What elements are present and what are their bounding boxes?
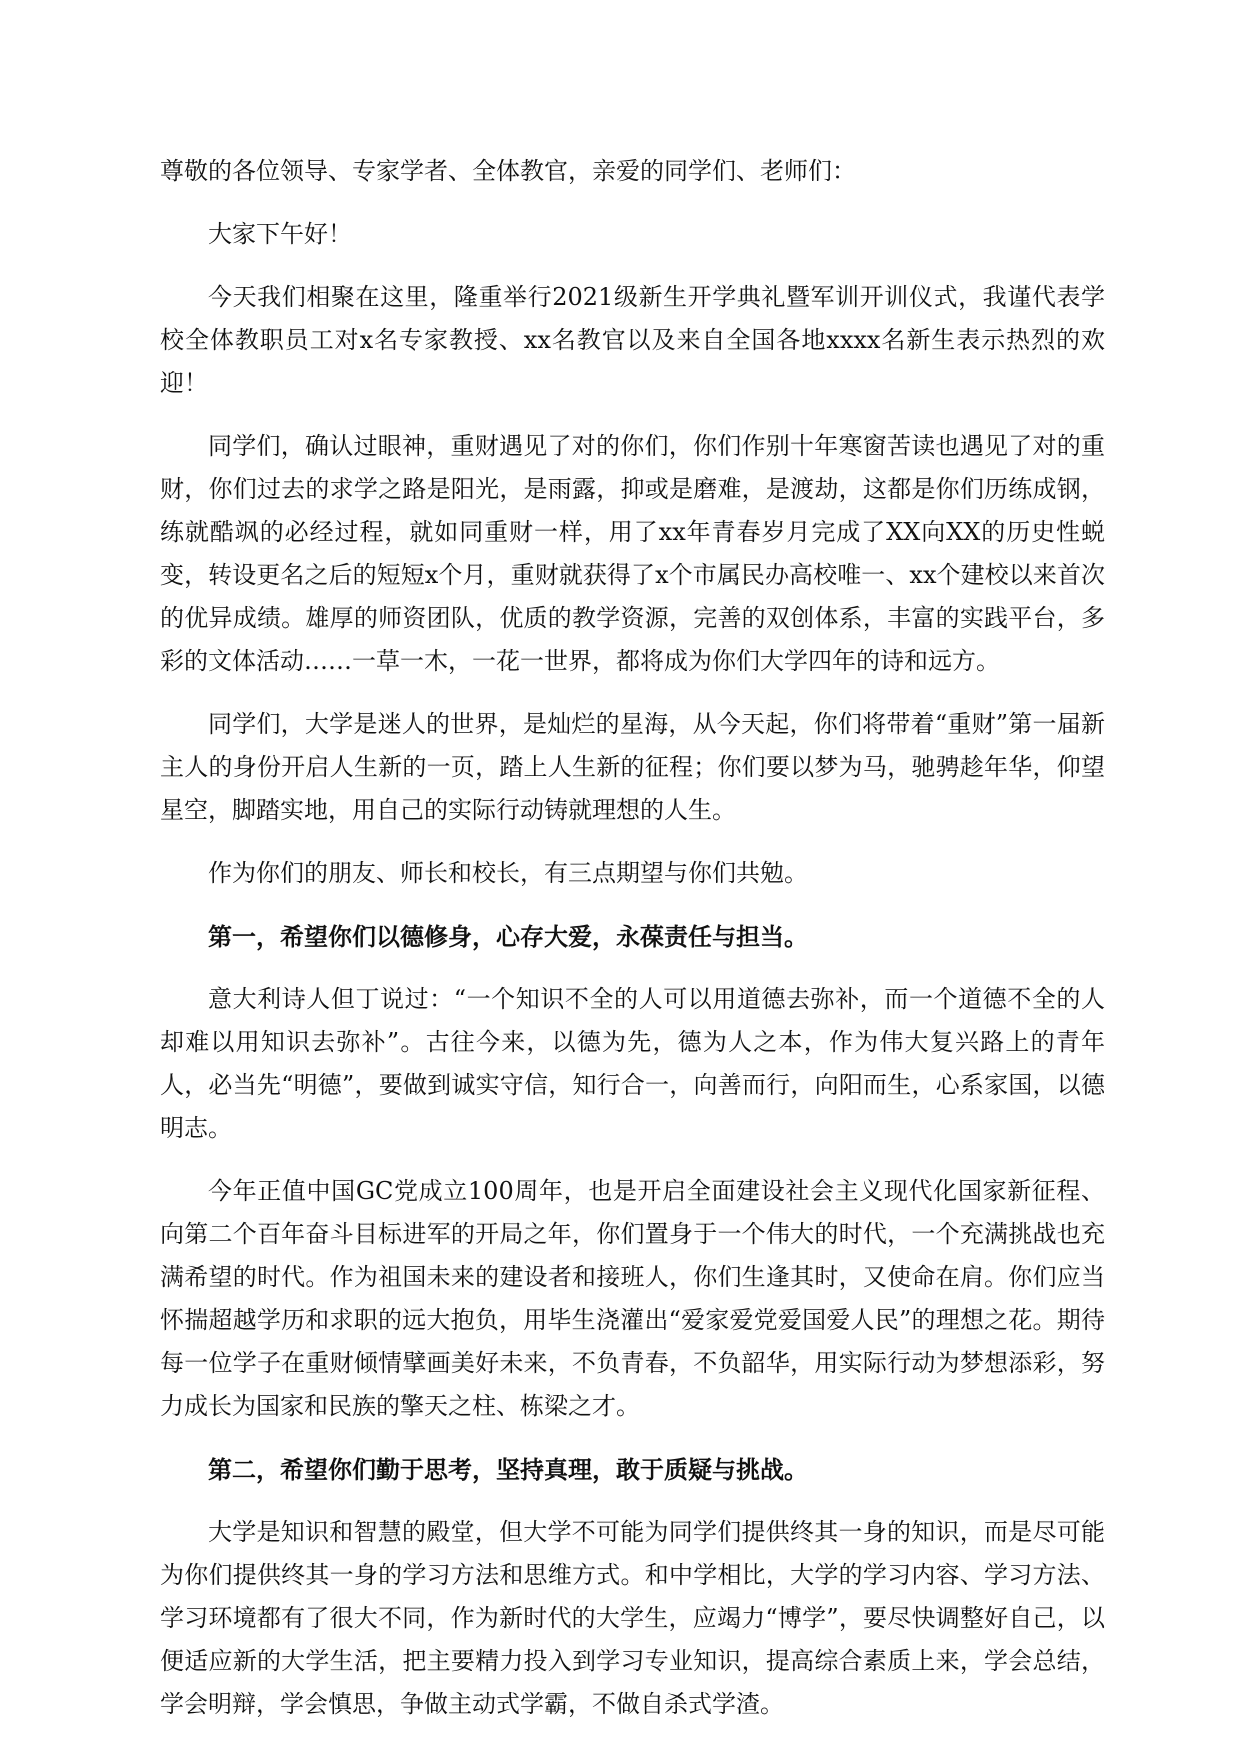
paragraph-welcome: 今天我们相聚在这里，隆重举行2021级新生开学典礼暨军训开训仪式，我谨代表学校全体教职员工对x名专家教授、xx名教官以及来自全国各地xxxx名新生表示热烈的欢迎！ (160, 283, 1105, 397)
greeting: 大家下午好！ (208, 220, 352, 248)
speech-body (160, 150, 1105, 1746)
paragraph-school-achievements: 同学们，确认过眼神，重财遇见了对的你们，你们作别十年寒窗苦读也遇见了对的重财，你们过去的求学之路是阳光，是雨露，抑或是磨难，是渡劫，这都是你们历练成钢，练就酷飒的必经过程，就如同重财一样，用了xx年青春岁月完成了XX向XX的历史性蜕变，转设更名之后的短短x个月，重财就获得了x个市属民办高校唯一、xx个建校以来首次的优异成绩。雄厚的师资团队，优质的教学资源，完善的双创体系，丰富的实践平台，多彩的文体活动……一草一木，一花一世界，都将成为你们大学四年的诗和远方。 (160, 432, 1105, 675)
paragraph-centenary: 今年正值中国GC党成立100周年，也是开启全面建设社会主义现代化国家新征程、向第二个百年奋斗目标进军的开局之年，你们置身于一个伟大的时代，一个充满挑战也充满希望的时代。作为祖国未来的建设者和接班人，你们生逢其时，又使命在肩。你们应当怀揣超越学历和求职的远大抱负，用毕生浇灌出“爱家爱党爱国爱人民”的理想之花。期待每一位学子在重财倾情擘画美好未来，不负青春，不负韶华，用实际行动为梦想添彩，努力成长为国家和民族的擎天之柱、栋梁之才。 (160, 1177, 1105, 1420)
heading-second-expectation: 第二，希望你们勤于思考，坚持真理，敢于质疑与挑战。 (208, 1455, 808, 1484)
paragraph-learning: 大学是知识和智慧的殿堂，但大学不可能为同学们提供终其一身的知识，而是尽可能为你们提供终其一身的学习方法和思维方式。和中学相比，大学的学习内容、学习方法、学习环境都有了很大不同，作为新时代的大学生，应竭力“博学”，要尽快调整好自己，以便适应新的大学生活，把主要精力投入到学习专业知识，提高综合素质上来，学会总结，学会明辩，学会慎思，争做主动式学霸，不做自杀式学渣。 (160, 1518, 1105, 1718)
paragraph-three-expectations: 作为你们的朋友、师长和校长，有三点期望与你们共勉。 (208, 859, 808, 887)
salutation: 尊敬的各位领导、专家学者、全体教官，亲爱的同学们、老师们： (160, 157, 856, 185)
paragraph-university-life: 同学们，大学是迷人的世界，是灿烂的星海，从今天起，你们将带着“重财”第一届新主人的身份开启人生新的一页，踏上人生新的征程；你们要以梦为马，驰骋趁年华，仰望星空，脚踏实地，用自己的实际行动铸就理想的人生。 (160, 710, 1105, 824)
heading-first-expectation: 第一，希望你们以德修身，心存大爱，永葆责任与担当。 (208, 922, 808, 951)
paragraph-morality: 意大利诗人但丁说过：“一个知识不全的人可以用道德去弥补，而一个道德不全的人却难以用知识去弥补”。古往今来，以德为先，德为人之本，作为伟大复兴路上的青年人，必当先“明德”，要做到诚实守信，知行合一，向善而行，向阳而生，心系家国，以德明志。 (160, 985, 1105, 1142)
